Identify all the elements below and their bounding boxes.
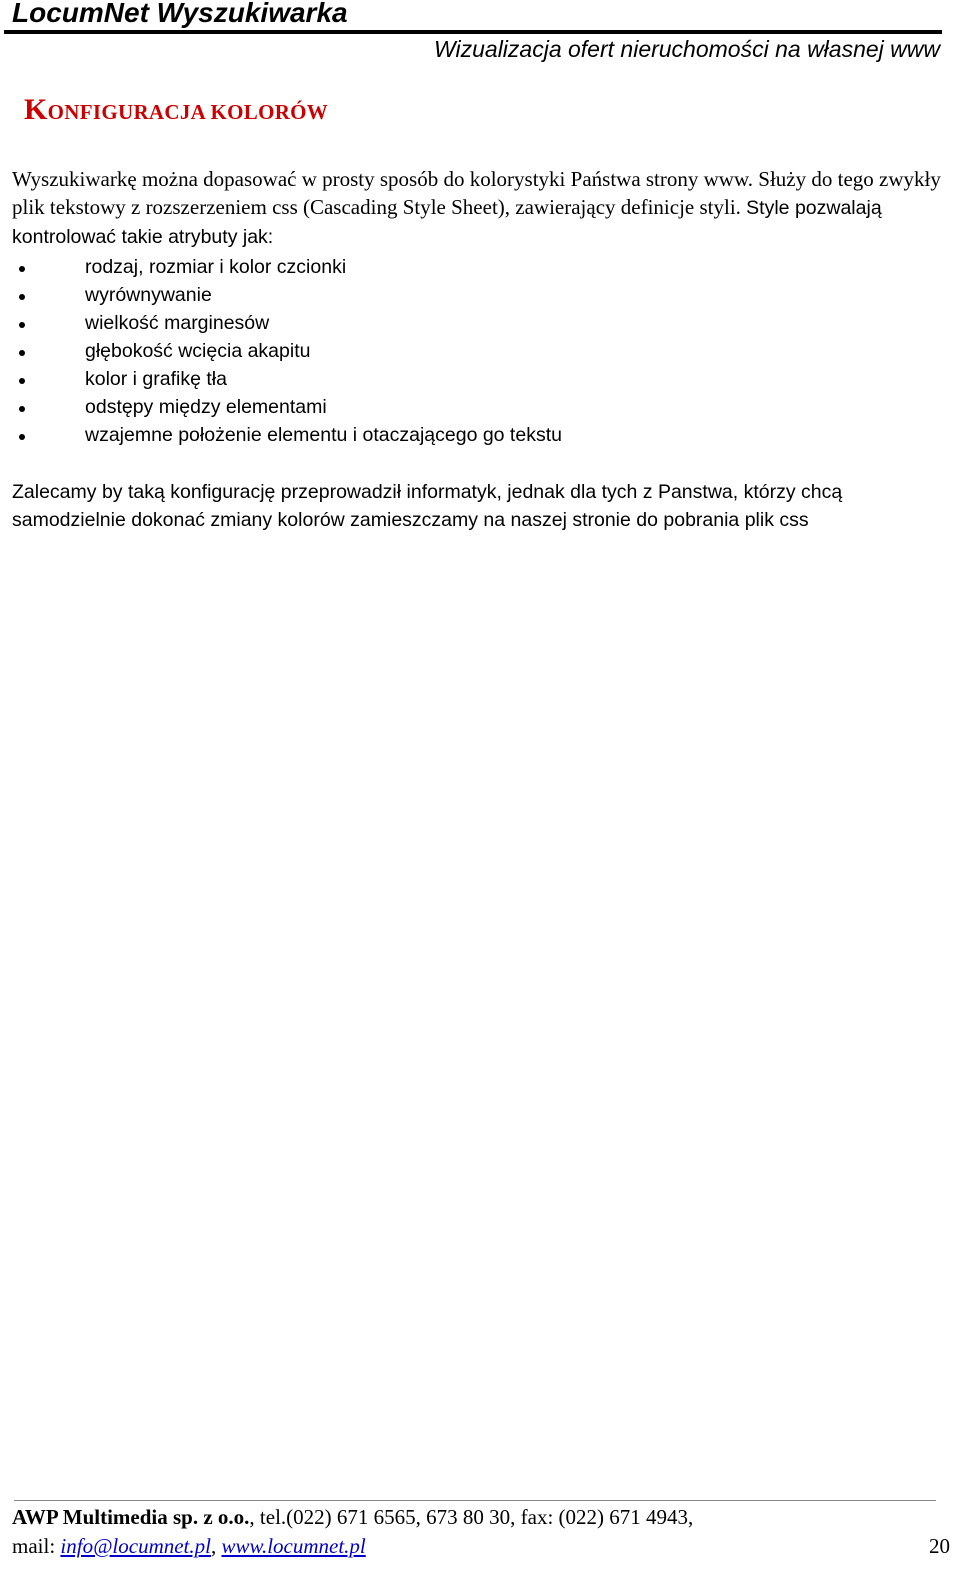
list-item-text: odstępy między elementami xyxy=(85,396,327,418)
document-tagline: Wizualizacja ofert nieruchomości na własnej www xyxy=(434,36,940,62)
bullet-icon xyxy=(19,378,25,384)
bullet-icon xyxy=(19,322,25,328)
footer-separator: , xyxy=(210,1534,222,1558)
list-item xyxy=(0,365,562,393)
list-item-text: kolor i grafikę tła xyxy=(85,368,227,390)
bullet-icon xyxy=(19,434,25,440)
bullet-icon xyxy=(19,294,25,300)
section-title-initial: K xyxy=(24,93,48,126)
intro-attributes-lead: Style pozwalają kontrolować takie atrybuty jak: xyxy=(12,197,882,248)
list-item xyxy=(0,421,562,449)
list-item-text: wyrównywanie xyxy=(85,284,212,306)
list-item-text: rodzaj, rozmiar i kolor czcionki xyxy=(85,256,347,278)
bullet-icon xyxy=(19,266,25,272)
closing-paragraph: Zalecamy by taką konfigurację przeprowadził informatyk, jednak dla tych z Panstwa, którzy chcą samodzielnie dokonać zmiany kolorów zamieszczamy na naszej stronie do pobrania plik css xyxy=(12,481,843,531)
list-item-text: wielkość marginesów xyxy=(85,312,270,334)
section-title xyxy=(24,92,328,130)
page-number: 20 xyxy=(929,1534,950,1558)
website-link[interactable]: www.locumnet.pl xyxy=(221,1534,366,1558)
list-item xyxy=(0,253,562,281)
intro-text: Wyszukiwarkę można dopasować w prosty sposób do kolorystyki Państwa strony www. Służy do tego zwykły plik tekstowy z rozszerzeniem css (Cascading Style Sheet), zawierający definicje styli. xyxy=(12,167,941,219)
list-item-text: głębokość wcięcia akapitu xyxy=(85,340,311,362)
list-item-text: wzajemne położenie elementu i otaczającego go tekstu xyxy=(85,424,562,446)
header-divider xyxy=(4,30,942,34)
footer xyxy=(12,1503,693,1561)
footer-company: AWP Multimedia sp. z o.o. xyxy=(12,1505,250,1529)
footer-divider xyxy=(14,1500,936,1501)
email-link[interactable]: info@locumnet.pl xyxy=(60,1534,211,1558)
style-attributes-list xyxy=(0,253,562,449)
footer-mail-label: mail: xyxy=(12,1534,61,1558)
list-item xyxy=(0,309,562,337)
list-item xyxy=(0,337,562,365)
bullet-icon xyxy=(19,350,25,356)
document-brand-title: LocumNet Wyszukiwarka xyxy=(12,0,348,28)
intro-paragraph xyxy=(12,165,947,251)
bullet-icon xyxy=(19,406,25,412)
list-item xyxy=(0,393,562,421)
section-title-rest: ONFIGURACJA KOLORÓW xyxy=(47,100,329,124)
list-item xyxy=(0,281,562,309)
footer-contact: , tel.(022) 671 6565, 673 80 30, fax: (022) 671 4943, xyxy=(249,1505,694,1529)
